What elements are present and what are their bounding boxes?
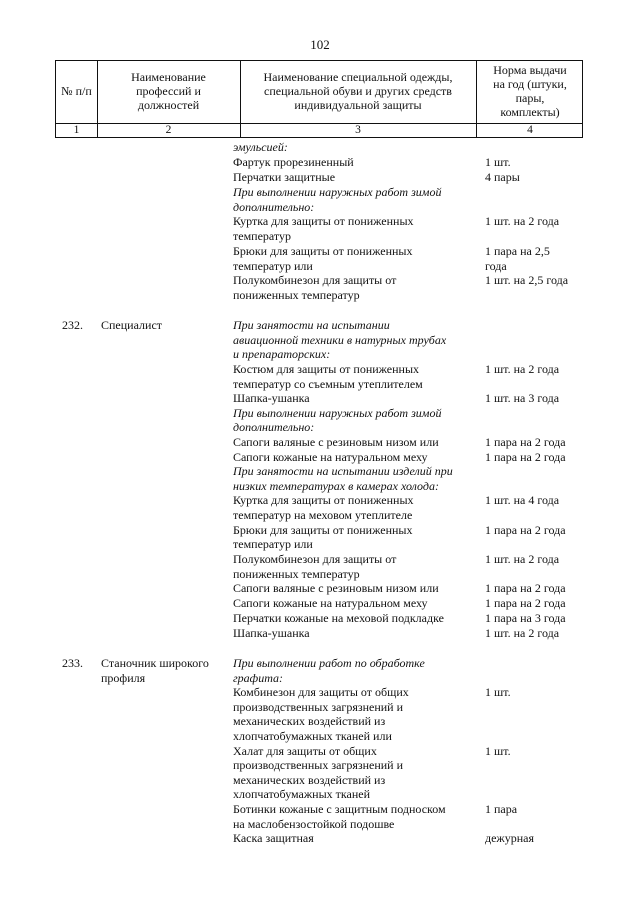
item-norm: 1 пара на 3 года xyxy=(485,611,566,625)
item-name: Сапоги валяные с резиновым низом или xyxy=(233,581,439,595)
item-name: температур на меховом утеплителе xyxy=(233,508,413,522)
item-name: Сапоги кожаные на натуральном меху xyxy=(233,596,428,610)
item-norm: 1 шт. xyxy=(485,744,511,758)
column-number-2: 2 xyxy=(165,124,172,136)
item-name: температур или xyxy=(233,537,313,551)
item-name: Комбинезон для защиты от общих xyxy=(233,685,409,699)
item-norm: 1 шт. на 2 года xyxy=(485,362,560,376)
profession-name: профиля xyxy=(101,671,146,685)
item-name: Куртка для защиты от пониженных xyxy=(233,493,414,507)
header-protective-equipment: Наименование специальной одежды, специальной обуви и других средств индивидуальной защиты xyxy=(263,70,453,112)
item-norm: 1 шт. на 4 года xyxy=(485,493,560,507)
item-norm: 1 шт. на 2,5 года xyxy=(485,273,569,287)
item-name: Шапка-ушанка xyxy=(233,626,310,640)
item-name: производственных загрязнений и xyxy=(233,758,404,772)
condition-text: При занятости на испытании изделий при xyxy=(233,464,453,478)
column-number-4: 4 xyxy=(527,124,533,136)
page-number: 102 xyxy=(310,37,330,52)
item-name: Перчатки защитные xyxy=(233,170,336,184)
item-norm: 1 пара xyxy=(485,802,518,816)
column-number-1: 1 xyxy=(73,124,80,136)
item-norm: 1 шт. на 2 года xyxy=(485,626,560,640)
item-name: Полукомбинезон для защиты от xyxy=(233,273,397,287)
item-norm: 1 пара на 2 года xyxy=(485,450,566,464)
condition-text: эмульсией: xyxy=(233,140,288,154)
condition-text: и препараторских: xyxy=(233,347,331,361)
entry-number: 232. xyxy=(62,318,83,332)
condition-text: авиационной техники в натурных трубах xyxy=(233,333,447,347)
condition-text: При выполнении работ по обработке xyxy=(233,656,425,670)
item-name: Перчатки кожаные на меховой подкладке xyxy=(233,611,444,625)
item-name: пониженных температур xyxy=(233,288,360,302)
item-name: механических воздействий из xyxy=(233,773,386,787)
item-name: пониженных температур xyxy=(233,567,360,581)
item-name: Брюки для защиты от пониженных xyxy=(233,523,413,537)
item-name: Фартук прорезиненный xyxy=(233,155,354,169)
item-norm: 1 шт. на 2 года xyxy=(485,214,560,228)
item-norm: 1 пара на 2 года xyxy=(485,596,566,610)
header-annual-norm: Норма выдачи на год (штуки, пары, комплекты) xyxy=(493,63,567,119)
item-norm: 1 пара на 2,5 xyxy=(485,244,550,258)
item-norm: 1 пара на 2 года xyxy=(485,581,566,595)
item-norm: дежурная xyxy=(485,831,534,845)
item-norm: 1 пара на 2 года xyxy=(485,435,566,449)
item-norm: 1 шт. на 2 года xyxy=(485,552,560,566)
item-name: Полукомбинезон для защиты от xyxy=(233,552,397,566)
item-norm: 1 шт. xyxy=(485,155,511,169)
condition-text: дополнительно: xyxy=(233,420,315,434)
condition-text: низких температурах в камерах холода: xyxy=(233,479,439,493)
profession-name: Станочник широкого xyxy=(101,656,209,670)
item-name: Костюм для защиты от пониженных xyxy=(233,362,420,376)
item-name: Сапоги кожаные на натуральном меху xyxy=(233,450,428,464)
header-profession: Наименование профессий и должностей xyxy=(131,70,206,112)
item-name: Сапоги валяные с резиновым низом или xyxy=(233,435,439,449)
column-number-3: 3 xyxy=(355,124,361,136)
item-norm: 1 шт. на 3 года xyxy=(485,391,560,405)
item-name: Куртка для защиты от пониженных xyxy=(233,214,414,228)
item-name: Халат для защиты от общих xyxy=(233,744,377,758)
table-header xyxy=(55,60,583,138)
item-norm: 1 пара на 2 года xyxy=(485,523,566,537)
condition-text: дополнительно: xyxy=(233,200,315,214)
item-name: Каска защитная xyxy=(233,831,314,845)
item-norm: года xyxy=(485,259,507,273)
condition-text: графита: xyxy=(233,671,284,685)
condition-text: При выполнении наружных работ зимой xyxy=(233,406,442,420)
condition-text: При занятости на испытании xyxy=(233,318,390,332)
profession-name: Специалист xyxy=(101,318,163,332)
item-name: температур xyxy=(233,229,292,243)
item-name: механических воздействий из xyxy=(233,714,386,728)
entry-number: 233. xyxy=(62,656,83,670)
item-norm: 1 шт. xyxy=(485,685,511,699)
item-name: хлопчатобумажных тканей xyxy=(233,787,371,801)
header-number: № п/п xyxy=(61,84,92,99)
item-name: Шапка-ушанка xyxy=(233,391,310,405)
item-name: температур или xyxy=(233,259,313,273)
item-name: на маслобензостойкой подошве xyxy=(233,817,395,831)
item-name: температур со съемным утеплителем xyxy=(233,377,423,391)
item-name: Ботинки кожаные с защитным подноском xyxy=(233,802,446,816)
item-name: производственных загрязнений и xyxy=(233,700,404,714)
item-name: хлопчатобумажных тканей или xyxy=(233,729,392,743)
item-name: Брюки для защиты от пониженных xyxy=(233,244,413,258)
item-norm: 4 пары xyxy=(485,170,520,184)
condition-text: При выполнении наружных работ зимой xyxy=(233,185,442,199)
